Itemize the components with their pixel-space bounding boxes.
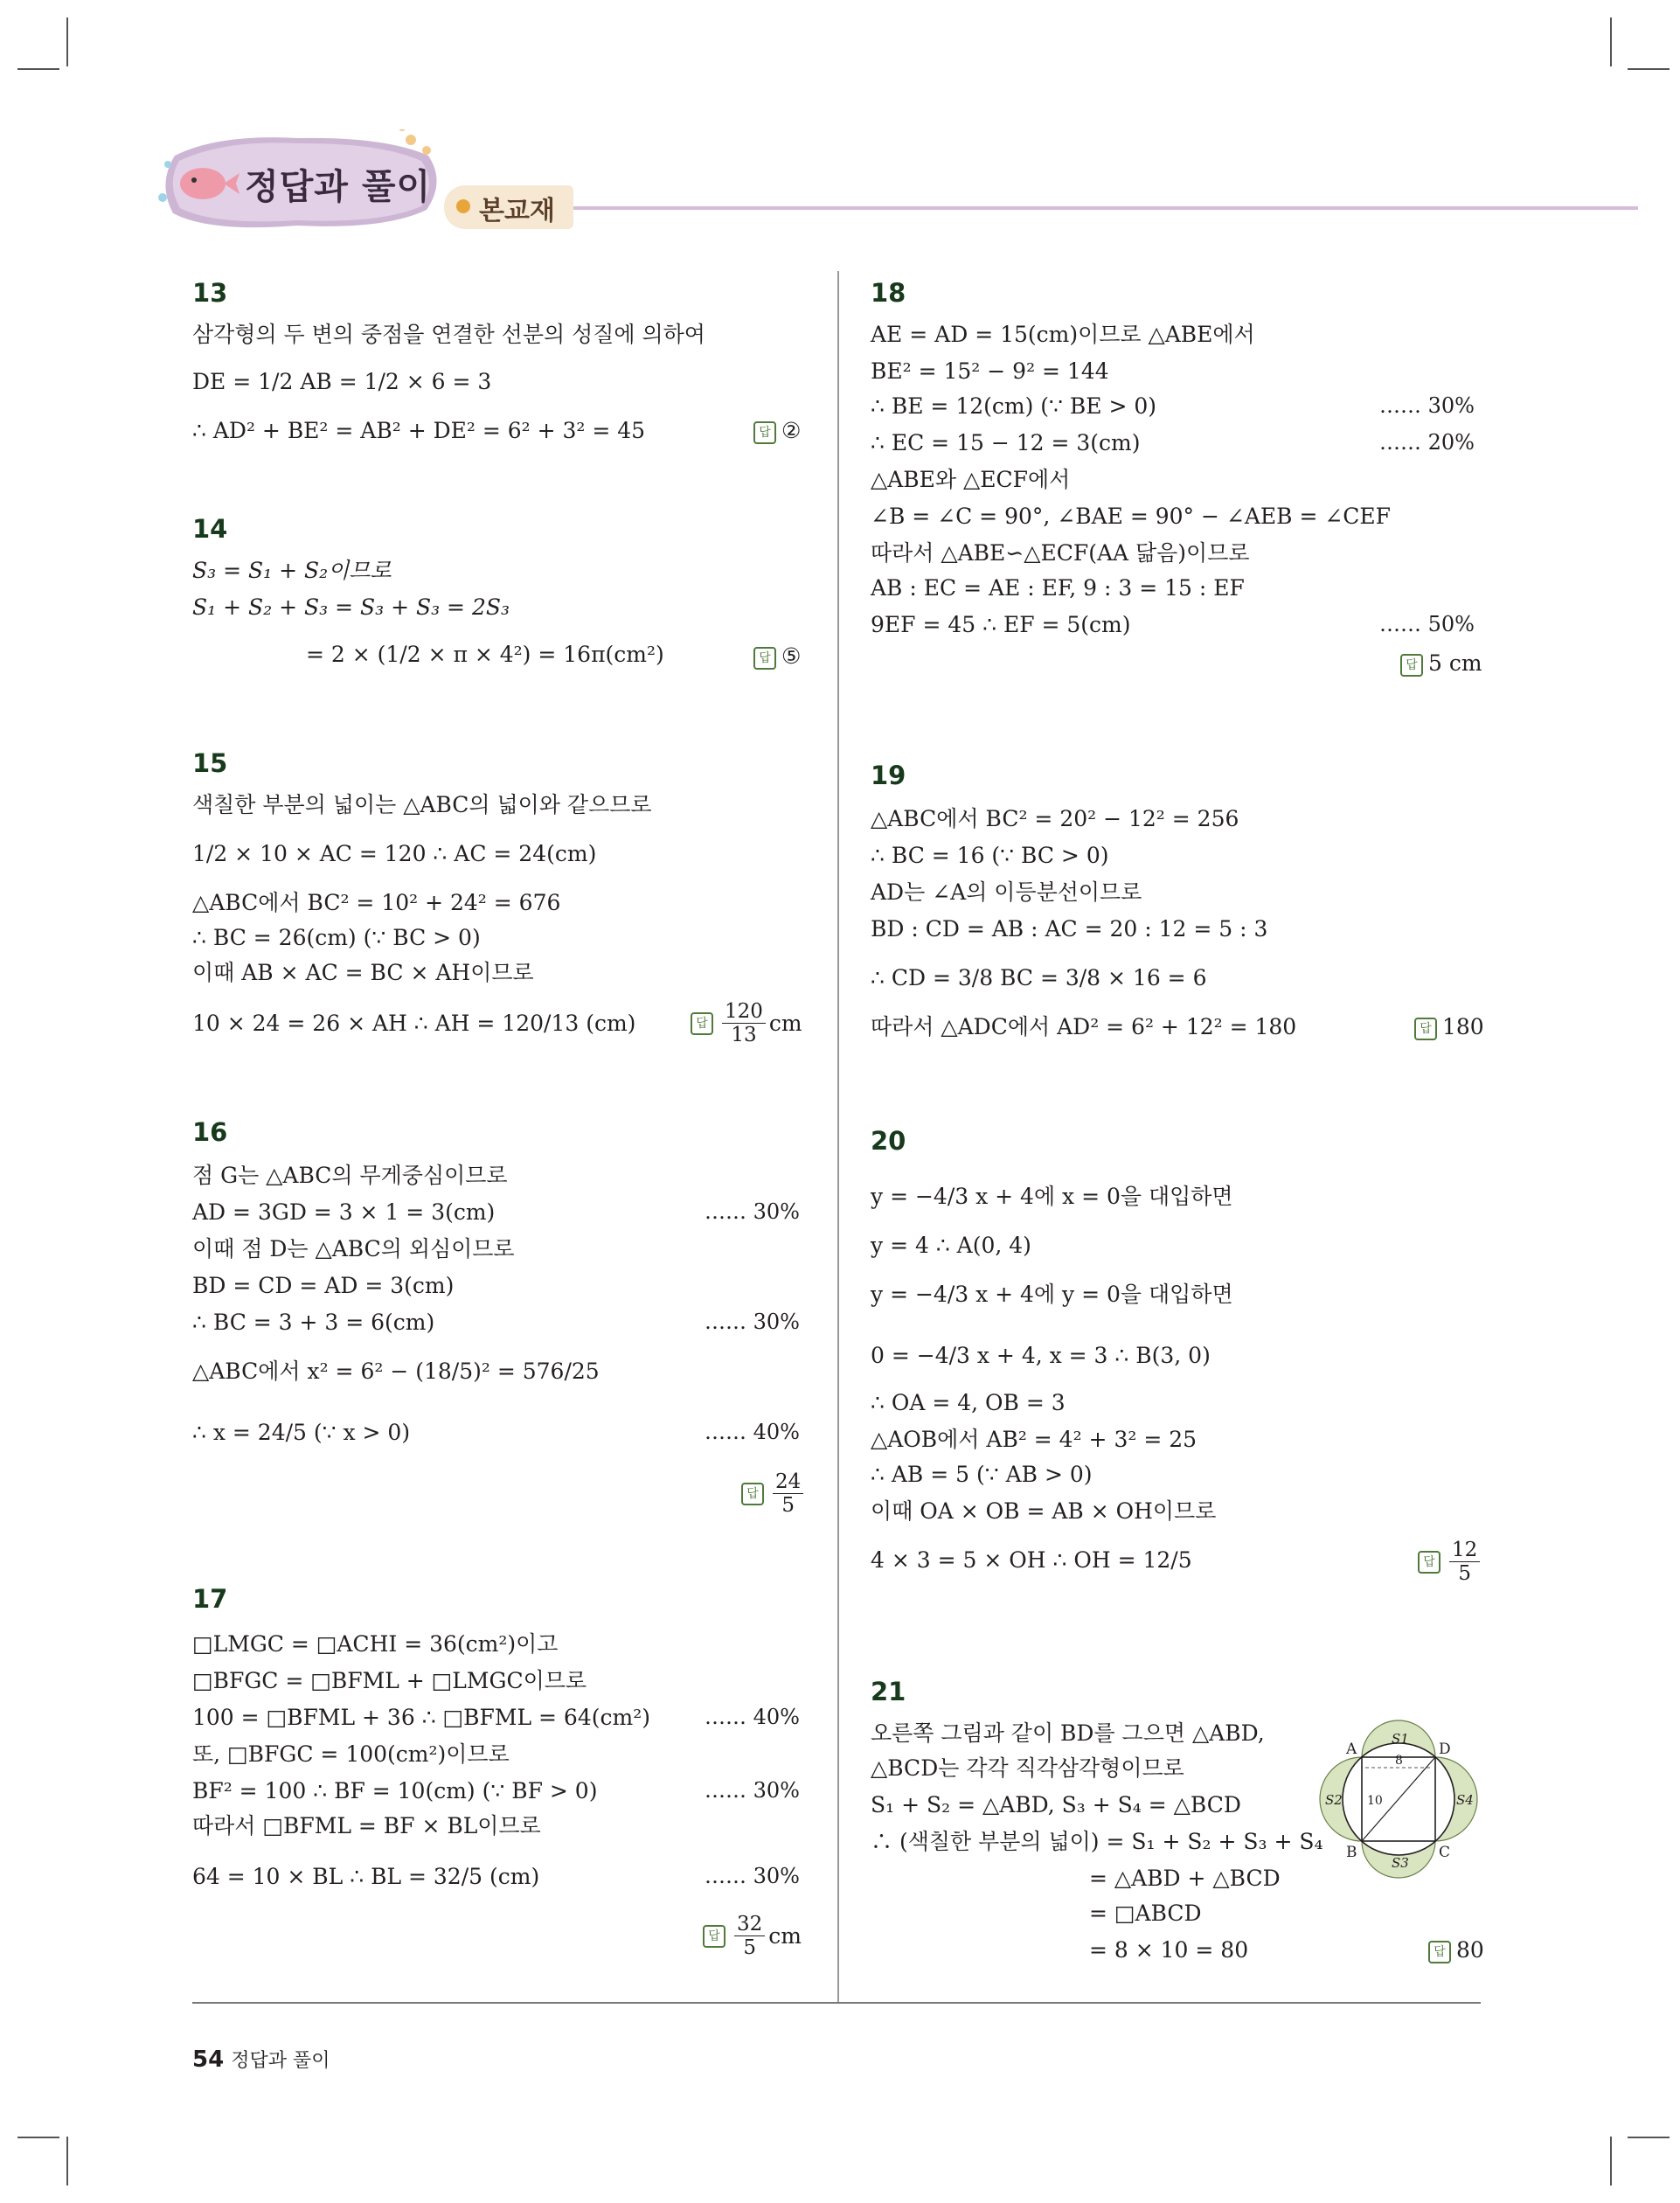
solution-line: 1/2 × 10 × AC = 120 ∴ AC = 24(cm): [192, 841, 597, 866]
tab-dot-icon: [456, 199, 470, 213]
answer-mark-icon: 답: [1400, 654, 1423, 677]
solution-line: 이때 점 D는 △ABC의 외심이므로: [192, 1236, 515, 1261]
solution-line: 삼각형의 두 변의 중점을 연결한 선분의 성질에 의하여: [192, 322, 705, 347]
solution-line: ∴ AD² + BE² = AB² + DE² = 6² + 3² = 45: [192, 418, 646, 443]
label-c: C: [1439, 1844, 1451, 1861]
answer-fraction: 120 13: [722, 1000, 766, 1046]
solution-line: AE = AD = 15(cm)이므로 △ABE에서: [871, 322, 1255, 347]
solution-line: △ABC에서 BC² = 20² − 12² = 256: [871, 806, 1239, 831]
label-8: 8: [1395, 1754, 1403, 1768]
answer: [703, 1913, 802, 1959]
leaf-icon: [406, 135, 416, 145]
answer-value: ②: [781, 418, 802, 443]
score-percent: …… 30%: [705, 1310, 800, 1334]
solution-line: = △ABD + △BCD: [1089, 1866, 1281, 1891]
crop-mark: [17, 2137, 59, 2138]
answer-fraction: 12 5: [1449, 1539, 1480, 1585]
solution-line: ∴ OA = 4, OB = 3: [871, 1390, 1066, 1415]
label-s3: S3: [1392, 1855, 1409, 1871]
solution-line: S₁ + S₂ + S₃ = S₃ + S₃ = 2S₃: [192, 594, 510, 620]
crop-mark: [17, 68, 59, 70]
solution-line: 오른쪽 그림과 같이 BD를 그으면 △ABD,: [871, 1720, 1265, 1746]
solution-line: AD는 ∠A의 이등분선이므로: [871, 879, 1142, 905]
answer-fraction: 24 5: [773, 1470, 803, 1517]
solution-line: ∠B = ∠C = 90°, ∠BAE = 90° − ∠AEB = ∠CEF: [871, 504, 1392, 529]
page-title: 정답과 풀이: [245, 167, 432, 207]
answer-mark-icon: 답: [753, 647, 776, 670]
label-b: B: [1346, 1844, 1357, 1861]
solution-line: = 8 × 10 = 80: [1089, 1937, 1249, 1963]
solution-line: AB : EC = AE : EF, 9 : 3 = 15 : EF: [871, 575, 1245, 601]
fish-icon: [180, 168, 226, 199]
answer: [753, 643, 801, 670]
label-s2: S2: [1325, 1792, 1343, 1808]
section-tab-label: 본교재: [479, 196, 555, 226]
solution-line: y = 4 ∴ A(0, 4): [871, 1233, 1031, 1258]
answer: [1400, 650, 1482, 677]
problem-number: 16: [192, 1117, 228, 1147]
solution-line: 색칠한 부분의 넓이는 △ABC의 넓이와 같으므로: [192, 792, 652, 817]
score-percent: …… 50%: [1379, 612, 1475, 636]
solution-line: = □ABCD: [1089, 1901, 1202, 1926]
solution-line: y = −4/3 x + 4에 y = 0을 대입하면: [871, 1282, 1233, 1307]
score-percent: …… 40%: [705, 1420, 800, 1444]
solution-line: = 2 × (1/2 × π × 4²) = 16π(cm²): [306, 642, 664, 667]
label-d: D: [1439, 1741, 1451, 1758]
label-s4: S4: [1456, 1792, 1474, 1808]
solution-line: ∴ CD = 3/8 BC = 3/8 × 16 = 6: [871, 965, 1207, 990]
crop-mark: [1610, 2137, 1612, 2186]
answer-value: 180: [1442, 1014, 1484, 1039]
solution-line: 이때 AB × AC = BC × AH이므로: [192, 960, 534, 985]
solution-line: 따라서 △ADC에서 AD² = 6² + 12² = 180: [871, 1014, 1297, 1039]
solution-line: 4 × 3 = 5 × OH ∴ OH = 12/5: [871, 1547, 1192, 1573]
solution-line: BD : CD = AB : AC = 20 : 12 = 5 : 3: [871, 916, 1268, 942]
crop-mark: [66, 2137, 68, 2186]
crop-mark: [1628, 2137, 1670, 2138]
header-rule: [573, 206, 1638, 210]
solution-line: □BFGC = □BFML + □LMGC이므로: [192, 1668, 587, 1693]
solution-line: △BCD는 각각 직각삼각형이므로: [871, 1755, 1184, 1781]
problem-number: 17: [192, 1584, 228, 1614]
answer-mark-icon: 답: [1428, 1941, 1451, 1963]
problem-number: 14: [192, 514, 228, 544]
answer-mark-icon: 답: [703, 1925, 725, 1948]
answer-unit: cm: [768, 1011, 802, 1036]
problem-number: 18: [871, 278, 906, 308]
solution-line: ∴ x = 24/5 (∵ x > 0): [192, 1420, 411, 1445]
solution-line: ∴ EC = 15 − 12 = 3(cm): [871, 430, 1141, 455]
solution-line: AD = 3GD = 3 × 1 = 3(cm): [192, 1199, 496, 1225]
solution-line: 이때 OA × OB = AB × OH이므로: [871, 1498, 1217, 1524]
page-number: 54: [192, 2047, 225, 2073]
answer-mark-icon: 답: [1418, 1551, 1440, 1574]
footer: [192, 2046, 330, 2073]
answer-mark-icon: 답: [753, 421, 776, 444]
answer: [753, 418, 801, 444]
score-percent: …… 30%: [705, 1864, 800, 1888]
solution-line: 따라서 □BFML = BF × BL이므로: [192, 1813, 541, 1838]
answer-mark-icon: 답: [691, 1012, 713, 1035]
problem-number: 19: [871, 761, 906, 790]
solution-line: S₁ + S₂ = △ABD, S₃ + S₄ = △BCD: [871, 1792, 1241, 1817]
solution-line: DE = 1/2 AB = 1/2 × 6 = 3: [192, 369, 492, 394]
label-s1: S1: [1392, 1731, 1409, 1747]
crop-mark: [66, 17, 68, 66]
score-percent: …… 30%: [1379, 393, 1475, 418]
solution-line: BF² = 100 ∴ BF = 10(cm) (∵ BF > 0): [192, 1778, 598, 1803]
solution-line: △ABC에서 BC² = 10² + 24² = 676: [192, 890, 561, 915]
problem-number: 13: [192, 278, 228, 308]
solution-line: 100 = □BFML + 36 ∴ □BFML = 64(cm²): [192, 1705, 650, 1730]
solution-line: ∴ BC = 3 + 3 = 6(cm): [192, 1310, 435, 1335]
solution-line: 10 × 24 = 26 × AH ∴ AH = 120/13 (cm): [192, 1011, 636, 1036]
solution-line: 점 G는 △ABC의 무게중심이므로: [192, 1163, 508, 1188]
solution-line: 9EF = 45 ∴ EF = 5(cm): [871, 612, 1131, 637]
solution-line: △ABC에서 x² = 6² − (18/5)² = 576/25: [192, 1359, 600, 1384]
solution-line: BE² = 15² − 9² = 144: [871, 358, 1109, 384]
column-divider: [837, 271, 839, 2002]
answer-fraction: 32 5: [734, 1913, 765, 1959]
answer-value: ⑤: [781, 643, 802, 669]
answer-value: 80: [1456, 1937, 1484, 1963]
crop-mark: [1628, 68, 1670, 70]
score-percent: …… 40%: [705, 1705, 800, 1729]
solution-line: △ABE와 △ECF에서: [871, 467, 1071, 492]
solution-line: 또, □BFGC = 100(cm²)이므로: [192, 1741, 510, 1767]
solution-line: ∴ (색칠한 부분의 넓이) = S₁ + S₂ + S₃ + S₄: [871, 1829, 1323, 1854]
answer: [741, 1470, 807, 1517]
score-percent: …… 20%: [1379, 430, 1475, 455]
solution-line: ∴ BE = 12(cm) (∵ BE > 0): [871, 393, 1157, 419]
solution-line: 64 = 10 × BL ∴ BL = 32/5 (cm): [192, 1864, 540, 1889]
solution-line: ∴ BC = 26(cm) (∵ BC > 0): [192, 925, 481, 950]
solution-line: 0 = −4/3 x + 4, x = 3 ∴ B(3, 0): [871, 1343, 1211, 1368]
answer: [1418, 1539, 1483, 1585]
answer: [1428, 1937, 1484, 1963]
solution-line: S₃ = S₁ + S₂이므로: [192, 558, 392, 583]
answer-value: 5 cm: [1428, 650, 1482, 676]
solution-line: △AOB에서 AB² = 4² + 3² = 25: [871, 1427, 1198, 1452]
answer: [691, 1000, 802, 1046]
solution-line: y = −4/3 x + 4에 x = 0을 대입하면: [871, 1184, 1233, 1209]
answer-mark-icon: 답: [1414, 1018, 1437, 1040]
label-10: 10: [1367, 1794, 1383, 1808]
problem-number: 21: [871, 1677, 906, 1706]
answer-unit: cm: [768, 1923, 802, 1949]
solution-line: ∴ AB = 5 (∵ AB > 0): [871, 1462, 1093, 1487]
footer-rule: [192, 2002, 1481, 2004]
label-a: A: [1346, 1741, 1357, 1758]
crop-mark: [1610, 17, 1612, 66]
answer: [1414, 1014, 1484, 1040]
solution-line: ∴ BC = 16 (∵ BC > 0): [871, 843, 1109, 868]
score-percent: …… 30%: [705, 1199, 800, 1224]
problem-number: 20: [871, 1126, 906, 1156]
footer-label: 정답과 풀이: [231, 2050, 330, 2072]
score-percent: …… 30%: [705, 1778, 800, 1803]
solution-line: BD = CD = AD = 3(cm): [192, 1273, 455, 1298]
solution-line: □LMGC = □ACHI = 36(cm²)이고: [192, 1631, 559, 1657]
geometry-figure: [1313, 1713, 1484, 1885]
problem-number: 15: [192, 748, 228, 778]
solution-line: 따라서 △ABE∽△ECF(AA 닮음)이므로: [871, 540, 1250, 566]
answer-mark-icon: 답: [741, 1483, 764, 1505]
